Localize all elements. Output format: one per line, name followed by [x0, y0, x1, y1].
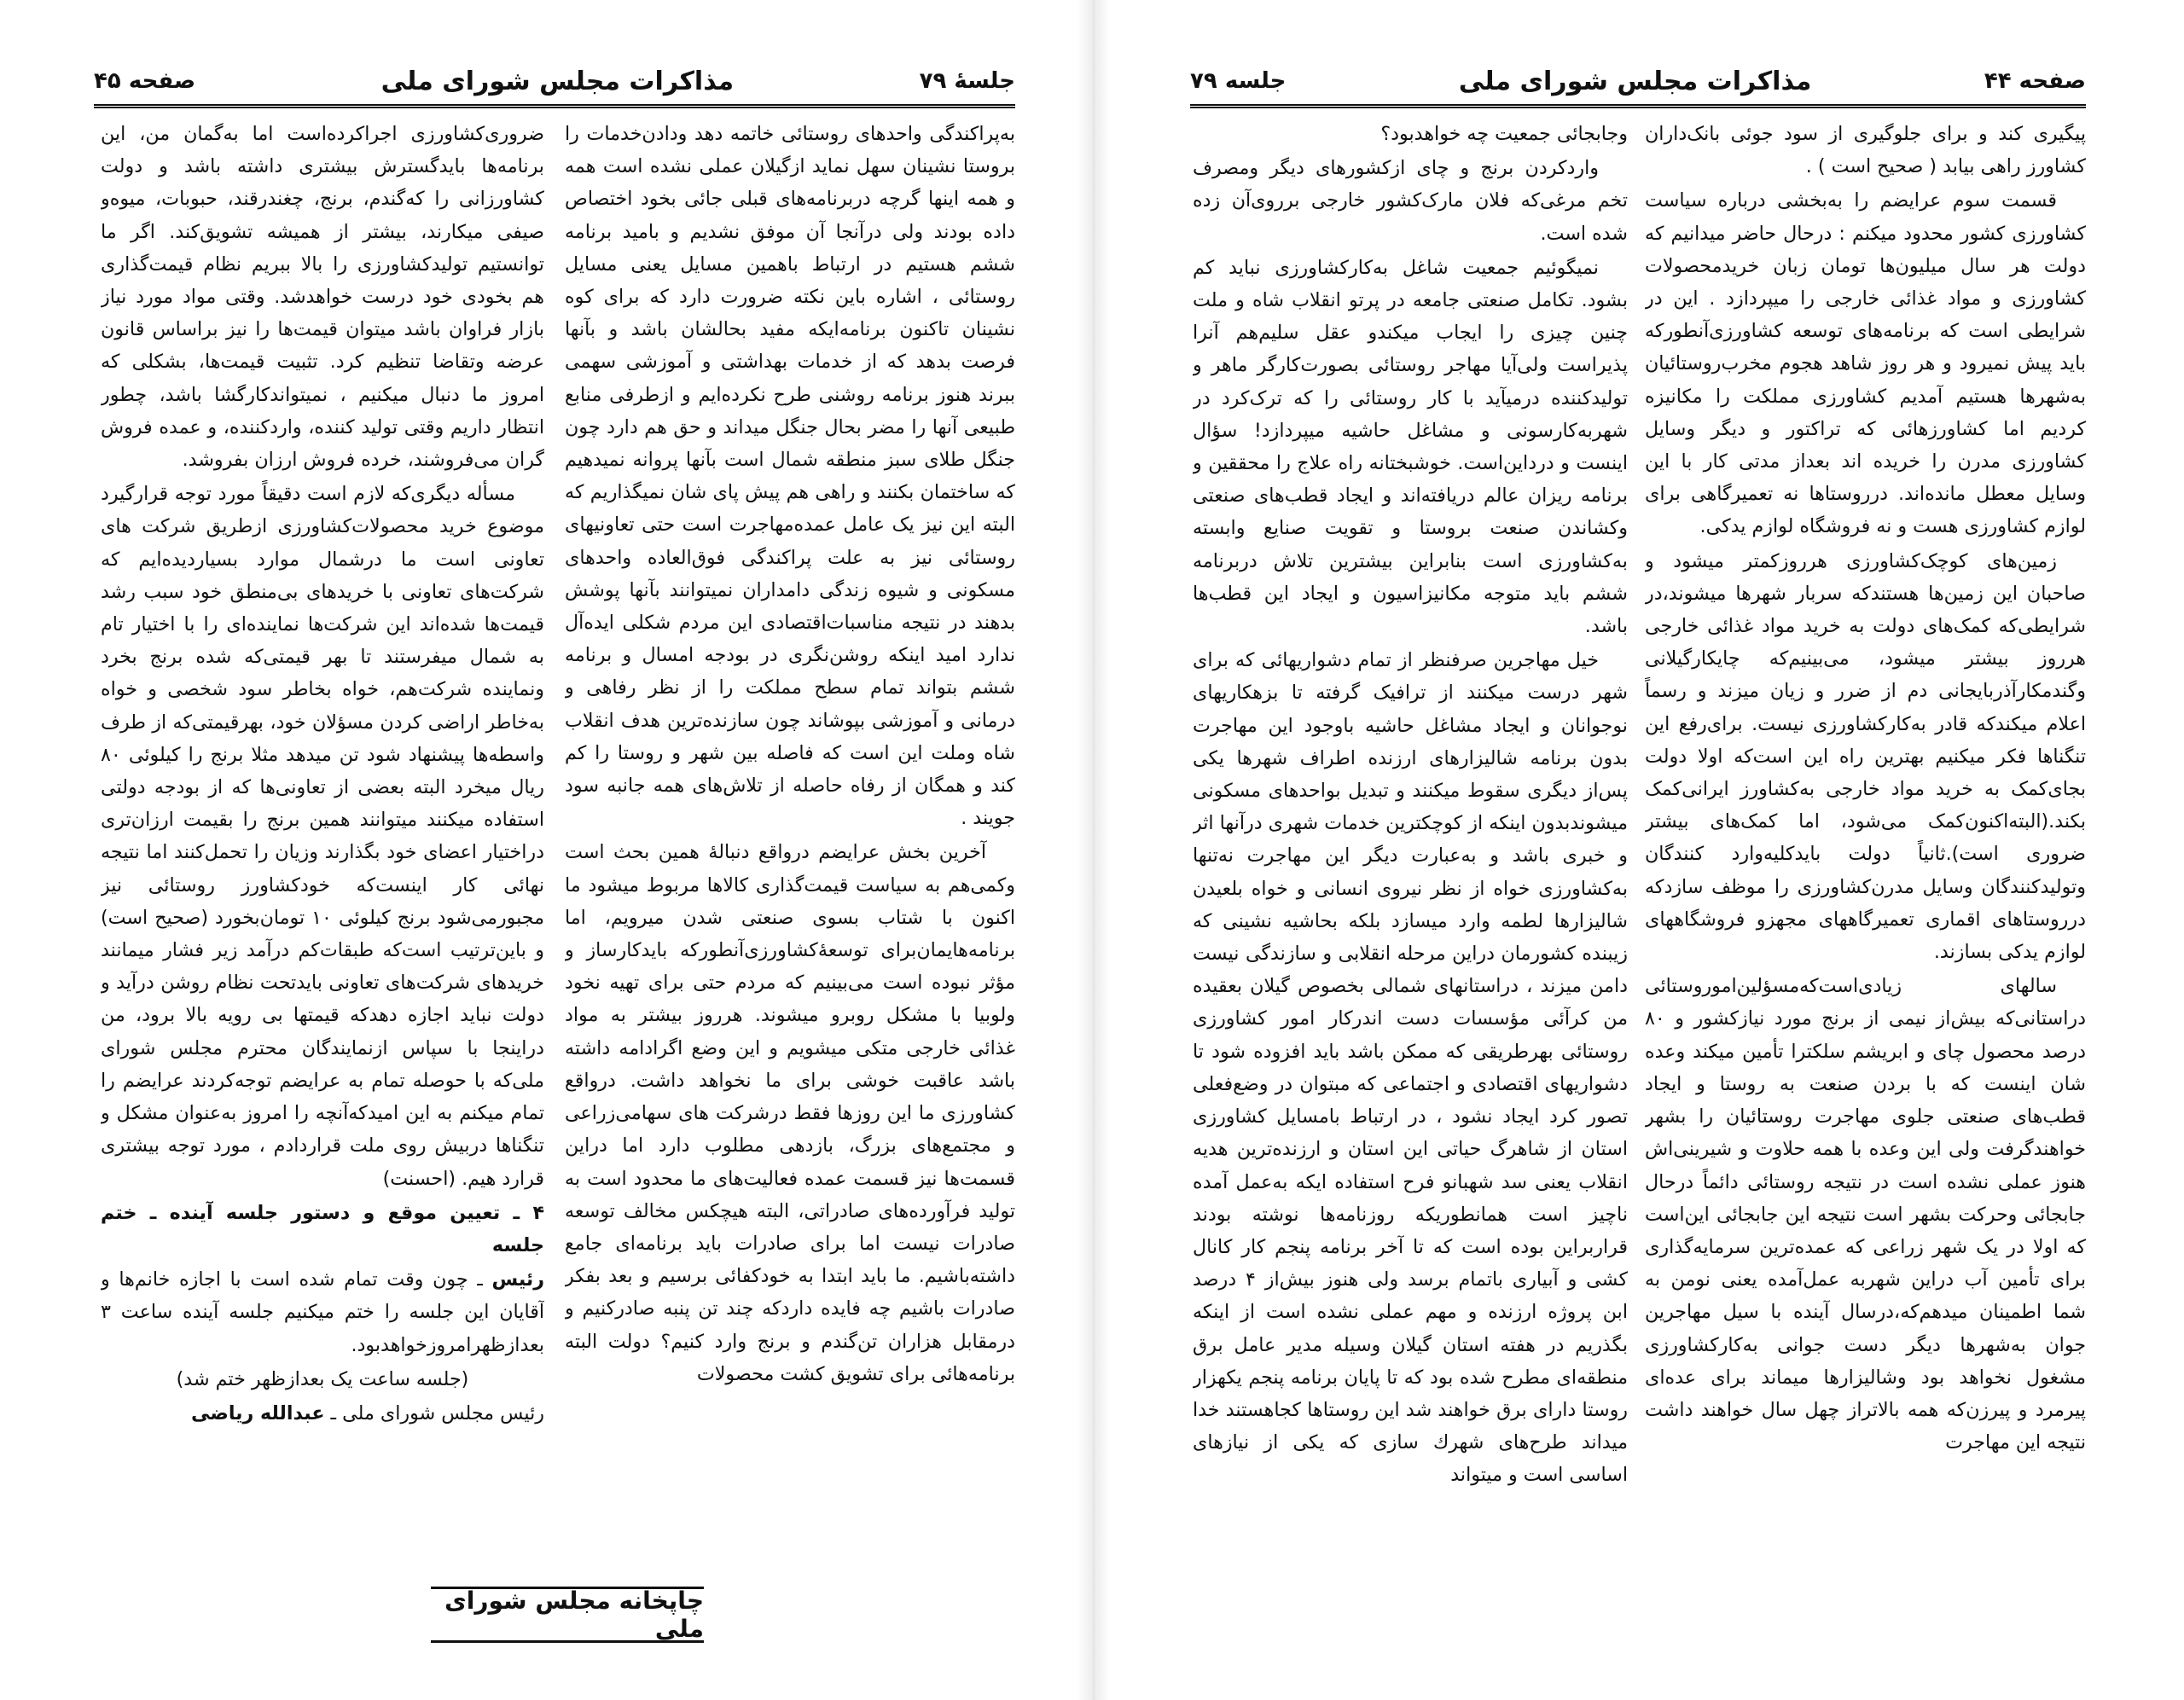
signature-role: رئیس مجلس شورای ملی ـ: [330, 1401, 544, 1424]
right-page-header: [1190, 60, 2086, 102]
paragraph: ضروری‌کشاورزی اجراکرده‌است اما به‌گمان من، این برنامه‌ها بایدگسترش بیشتری داشته باشد و دولت کشاورزانی را که‌گندم، برنج، چغندرقند، حبوبات، میوه‌و صیفی میکارند، بیشتر از همیشه تشویق‌کند. اگر ما توانستیم تولیدکشاورزی را بالا ببریم نظام قیمت‌گذاری هم بخودی خود درست خواهدشد. وقتی مواد مورد نیاز بازار فراوان باشد میتوان قیمت‌ها را نیز براساس قانون عرضه وتقاضا تنظیم کرد. تثبیت قیمت‌ها، بشکلی که امروز ما دنبال میکنیم ، نمیتواندکارگشا باشد، چطور انتظار داریم وقتی تولید کننده، واردکننده، و عمده فروش گران می‌فروشند، خرده فروش ارزان بفروشد.: [101, 123, 544, 472]
paragraph: خیل مهاجرین صرفنظر از تمام دشواریهائی که برای شهر درست میکنند از ترافیک گرفته تا بزهکاریهای نوجوانان و ایجاد مشاغل حاشیه باوجود این مهاجرت بدون برنامه شالیزارهای ارزنده اطراف شهرها یکی پس‌از دیگری سقوط میکنند و تبدیل بواحدهای مسکونی میشوندبدون اینکه از کوچکترین خدمات شهری درآنها اثر و خبری باشد و به‌عبارت دیگر این مهاجرت نه‌تنها به‌کشاورزی خواه از نظر نیروی انسانی و خواه بلعیدن شالیزارها لطمه وارد میسازد بلکه بحاشیه نشینی که زیبنده کشورمان دراین مرحله انقلابی و سازندگی نیست دامن میزند ، دراستانهای شمالی بخصوص گیلان بعقیده من کرآئی مؤسسات دست اندرکار امور کشاورزی روستائی بهرطریقی که ممکن باشد باید افزوده شود تا دشواریهای اقتصادی و اجتماعی که مبتوان در وضع‌فعلی تصور کرد ایجاد نشود ، در ارتباط بامسایل کشاورزی استان از شاهرگ حیاتی این استان و ارزنده‌ترین هدیه انقلاب یعنی سد شهبانو فرح استفاده ایکه به‌عمل آمده ناچیز است همانطوریکه روزنامه‌ها نوشته بودند قراربراین بوده است که تا آخر برنامه پنجم کار کانال کشی و آبیاری باتمام برسد ولی هنوز بیش‌از ۴ درصد ابن پروژه ارزنده و مهم عملی نشده است از اینکه بگذریم در هفته استان گیلان وسیله مدیر عامل برق منطقه‌ای مطرح شده بود که تا پایان برنامه پنجم یکهزار روستا دارای برق خواهند شد این روستاها کجاهستند خدا میداند طرح‌های شهرك سازی که یکی از نیازهای اساسی است و میتواند: [1193, 649, 1628, 1487]
page-title: مذاکرات مجلس شورای ملی: [1458, 66, 1812, 96]
session-label: جلسه ۷۹: [1190, 68, 1287, 94]
section-heading: ۴ ـ تعیین موقع و دستور جلسه آینده ـ ختم جلسه: [101, 1201, 544, 1256]
page-title: مذاکرات مجلس شورای ملی: [380, 66, 735, 96]
page-number: صفحه ۴۴: [1984, 68, 2086, 94]
paragraph: پیگیری کند و برای جلوگیری از سود جوئی بانک‌داران کشاورز راهی بیابد ( صحیح است ) .: [1645, 123, 2086, 178]
printer-imprint: چاپخانه مجلس شورای ملی: [431, 1587, 704, 1643]
text-column-right: [565, 118, 1015, 1534]
paragraph: به‌پراکندگی واحدهای روستائی خاتمه دهد ودادن‌خدمات را بروستا نشینان سهل نماید ازگیلان عملی نشده است همه و همه اینها گرچه دربرنامه‌های قبلی جائی بخود اختصاص داده بودند ولی درآنجا آن موفق نشدیم و بامید برنامه ششم هستیم در ارتباط باهمین مسایل یعنی مسایل روستائی ، اشاره باین نکته ضرورت دارد که برای کوه نشینان تاکنون برنامه‌ایکه مفید بحالشان باشد و بآنها فرصت بدهد که از خدمات بهداشتی و آموزشی سهمی ببرند هنوز برنامه روشنی طرح نکرده‌ایم و ازطرفی منابع طبیعی آنها را مضر بحال جنگل میداند و حق هم دارد چون جنگل طلای سبز منطقه شمال است بآنها پروانه نمیدهیم که ساختمان بکنند و راهی هم پیش پای شان نمیگذاریم که البته این نیز یک عامل عمده‌مهاجرت است حتی تعاونیهای روستائی نیز به علت پراکندگی فوق‌العاده واحدهای مسکونی و شیوه زندگی دامداران نمیتوانند بآنها پوشش بدهند در نتیجه مناسبات‌اقتصادی این مردم شکلی ایده‌آل ندارد امید اینکه روشن‌نگری در بودجه امسال و برنامه ششم بتواند تمام سطح مملکت را از نظر رفاهی و درمانی و آموزشی بپوشاند چون سازنده‌ترین هدف انقلاب شاه وملت این است که فاصله بین شهر و روستا را کم کند و همگان از رفاه حاصله از تلاش‌های همه جانبه سود جویند .: [565, 123, 1015, 830]
paragraph: قسمت سوم عرایضم را به‌بخشی درباره سیاست کشاورزی کشور محدود میکنم : درحال حاضر میدانیم که دولت هر سال میلیون‌ها تومان زبان خریدمحصولات کشاورزی و مواد غذائی خارجی را میپردازد . این در شرایطی است که برنامه‌های توسعه کشاورزی‌آنطورکه باید پیش نمیرود و هر روز شاهد هجوم مخرب‌روستائیان به‌شهرها هستیم آمدیم کشاورزی مملکت را مکانیزه کردیم اما کشاورزهائی که تراکتور و دیگر وسایل کشاورزی مدرن را خریده اند بعداز مدتی کار با این وسایل معطل مانده‌اند. درروستاها نه تعمیرگاهی برای لوازم کشاورزی هست و نه فروشگاه لوازم یدکی.: [1645, 189, 2086, 538]
right-page: [1096, 0, 2184, 1700]
closing-time: (جلسه ساعت یک بعدازظهر ختم شد): [176, 1367, 469, 1390]
header-rule: [94, 104, 1015, 108]
left-page-header: [94, 60, 1015, 102]
left-page: [0, 0, 1088, 1700]
text-column-left: [101, 118, 544, 1534]
session-label: جلسهٔ ۷۹: [919, 68, 1015, 94]
signature-line: [101, 1397, 544, 1430]
paragraph: آخرین بخش عرایضم درواقع دنبالهٔ همین بحث است وکمی‌هم به سیاست قیمت‌گذاری کالاها مربوط میشود ما اکنون با شتاب بسوی صنعتی شدن میرویم، اما برنامه‌هایمان‌برای توسعهٔ‌کشاورزی‌آنطورکه بایدکارساز و مؤثر نبوده است می‌بینیم که مردم حتی برای تهیه نخود ولوبیا با مشکل روبرو میشوند. هرروز بیشتر به مواد غذائی خارجی متکی میشویم و این وضع اگرادامه داشته باشد عاقبت خوشی برای ما نخواهد داشت. درواقع کشاورزی ما این روزها فقط درشرکت های سهامی‌زراعی و مجتمع‌های بزرگ، بازدهی مطلوب دارد اما دراین قسمت‌ها نیز قسمت عمده فعالیت‌های ما محدود است به تولید فرآورده‌های صادراتی، البته هیچکس مخالف توسعه صادرات نیست اما برای صادرات باید برنامه‌ای جامع داشته‌باشیم. ما باید ابتدا به خودکفائی برسیم و بعد بفکر صادرات باشیم چه فایده داردکه چند تن پنبه صادرکنیم و درمقابل هزاران تن‌گندم و برنج وارد کنیم؟ دولت البته برنامه‌هائی برای تشویق کشت محصولات: [565, 841, 1015, 1385]
paragraph: واردکردن برنج و چای ازکشورهای دیگر ومصرف تخم مرغی‌که فلان مارک‌کشور خارجی برروی‌آن زده شده است.: [1193, 157, 1628, 245]
paragraph: نمیگوئیم جمعیت شاغل به‌کارکشاورزی نباید کم بشود. تکامل صنعتی جامعه در پرتو انقلاب شاه و ملت چنین چیزی را ایجاب میکندو عقل سلیم‌هم آنرا پذیراست ولی‌آیا مهاجر روستائی بصورت‌کارگر ماهر و تولیدکننده درمیآید با کار روستائی را که ترک‌کرد در شهربه‌کارسونی و مشاغل حاشیه میپردازد! سؤال اینست و دردا‌ین‌است. خوشبختانه راه علاج را محققین و برنامه ریزان عالم دریافته‌اند و ایجاد قطب‌های صنعتی وکشاندن صنعت بروستا و تقویت صنایع وابسته به‌کشاورزی است بنابراین بیشترین تلاش دربرنامه ششم باید متوجه مکانیزاسیون و ایجاد این قطب‌ها باشد.: [1193, 256, 1628, 638]
closing-paragraph: [101, 1263, 544, 1361]
header-rule: [1190, 104, 2086, 108]
paragraph: زمین‌های کوچک‌کشاورزی هرروزکمتر میشود و صاحبان این زمین‌ها هستندکه سربار شهرها میشوند،در شرایطی‌که کمک‌های دولت به خرید مواد غذائی خارجی هرروز بیشتر میشود، می‌بینیم‌که چایکارگیلانی وگندمکارآذربایجانی دم از ضرر و زیان میزند و رسماً اعلام میکندکه قادر به‌کارکشاورزی نیست. برای‌رفع این تنگناها فکر میکنیم بهترین راه این است‌که اولا دولت بجای‌کمک به خرید مواد خارجی به‌کشاورز ایرانی‌کمک بکند.(البته‌اکنون‌کمک می‌شود، اما کمک‌های بیشتر ضروری است).ثانیاً دولت بایدکلیه‌وارد کنندگان وتولیدکنندگان وسایل مدرن‌کشاورزی را موظف سازدکه درروستاهای اقماری تعمیرگاههای مجهزو فروشگاههای لوازم یدکی بسازند.: [1645, 549, 2086, 964]
closing-text: ـ چون وقت تمام شده است با اجازه خانم‌ها و آقایان این جلسه را ختم میکنیم جلسه آینده ساعت ۳ بعدازظهرامروزخواهدبود.: [101, 1268, 544, 1356]
paragraph: مسأله دیگری‌که لازم است دقیقاً مورد توجه قرارگیرد موضوع خرید محصولات‌کشاورزی ازطریق شرکت های تعاونی است ما درشمال موارد بسیاردیده‌ایم که شرکت‌های تعاونی با خریدهای بی‌منطق خود سبب رشد قیمت‌ها شده‌اند این شرکت‌ها نماینده‌ای را با اختیار تام به شمال میفرستند تا بهر قیمتی‌که شده برنج بخرد ونماینده شرکت‌هم، خواه بخاطر سود شخصی و خواه به‌خاطر اراضی کردن مسؤلان خود، بهرقیمتی‌که از طرف واسطه‌ها پیشنهاد شود تن میدهد مثلا برنج را کیلوئی ۸۰ ریال میخرد البته بعضی از تعاونی‌ها که از بودجه دولتی استفاده میکنند میتوانند همین برنج را بقیمت ارزان‌تری دراختیار اعضای خود بگذارند وزیان را تحمل‌کنند اما نتیجه نهائی کار اینست‌که خودکشاورز روستائی نیز مجبورمی‌شود برنج کیلوئی ۱۰ تومان‌بخورد (صحیح است) و باین‌ترتیب است‌که طبقات‌کم درآمد زیر فشار میمانند خریدهای شرکت‌های تعاونی بایدتحت نظام روشن درآید و دولت نباید اجازه دهدکه قیمتها بی رویه بالا برود، من دراینجا با سپاس ازنمایندگان محترم مجلس شورای ملی‌که با حوصله تمام به عرایضم توجه‌کردند عرایضم را تمام میکنم به این امیدکه‌آنچه را امروز به‌عنوان مشکل و تنگناها دربیش روی ملت قراردادم ، مورد توجه بیشتری قرارد هیم. (احسنت): [101, 483, 544, 1190]
text-column-left: [1193, 118, 1628, 1636]
speaker-label: رئیس: [491, 1268, 544, 1291]
paragraph: سالهای زیادی‌است‌که‌مسؤلین‌اموروستائی دراستانی‌که بیش‌از نیمی از برنج مورد نیازکشور و ۸۰ درصد محصول چای و ابریشم سلکترا تأمین میکند وعده شان اینست که با بردن صنعت به روستا و ایجاد قطب‌های صنعتی جلوی مهاجرت روستائیان را بشهر خواهندگرفت ولی این وعده با همه حلاوت و شیرینی‌اش هنوز عملی نشده است در نتیجه روستائی دائماً درحال جابجائی وحرکت بشهر است نتیجه این جابجائی این‌است که اولا در یک شهر زراعی که عمده‌ترین سرمایه‌گذاری برای تأمین آب دراین شهربه عمل‌آمده یعنی نومن به شما اطمینان میدهم‌که،درسال آینده با سیل مهاجرین جوان به‌شهرها دیگر دست جوانی به‌کارکشاورزی مشغول نخواهد بود وشالیزارها میماند برای عده‌ای پیرمرد و پیرزن‌که همه بالاتراز چهل سال خواهند داشت نتیجه این مهاجرت: [1645, 975, 2086, 1454]
page-number: صفحه ۴۵: [94, 68, 196, 94]
text-column-right: [1645, 118, 2086, 1636]
paragraph: وجابجائی جمعیت چه خواهدبود؟: [1380, 123, 1628, 145]
signature-name: عبدالله ریاضی: [190, 1401, 325, 1424]
